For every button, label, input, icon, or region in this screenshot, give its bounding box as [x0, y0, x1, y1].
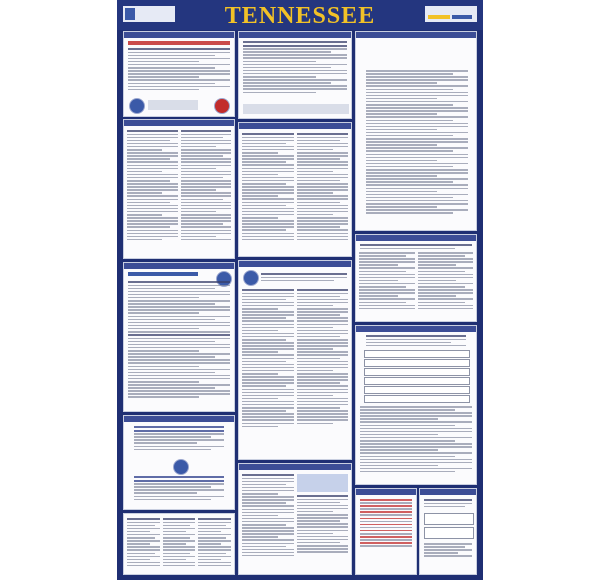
poster-title: TENNESSEE — [224, 3, 376, 29]
wage-regulation-panel — [238, 260, 352, 460]
form-field — [364, 350, 470, 358]
panel-text — [366, 70, 468, 215]
form-field — [364, 377, 470, 385]
panel-heading — [356, 326, 476, 332]
panel-heading — [239, 123, 351, 129]
panel-intro — [360, 244, 472, 251]
panel-heading — [420, 489, 476, 495]
panel-heading — [356, 32, 476, 38]
panel-text-columns — [242, 474, 348, 558]
compliance-bar-blue — [452, 15, 472, 19]
agency-logos-strip — [243, 104, 349, 114]
panel-heading — [124, 416, 234, 422]
panel-text — [360, 406, 472, 474]
panel-text-columns — [127, 518, 231, 568]
panel-heading — [356, 489, 416, 495]
panel-heading — [124, 263, 234, 269]
panel-text — [128, 281, 230, 400]
panel-heading — [124, 32, 234, 38]
form-field — [364, 395, 470, 403]
brand-logo-icon — [125, 8, 135, 20]
panel-intro — [261, 273, 347, 283]
contacts-panel — [123, 513, 235, 575]
payday-notice-panel — [419, 488, 477, 575]
form-field — [364, 368, 470, 376]
polygraph-protection-panel — [238, 463, 352, 575]
form-field — [424, 513, 474, 525]
compliance-bar-yellow — [428, 15, 450, 19]
panel-text — [128, 48, 230, 92]
agency-logo-icon — [214, 98, 230, 114]
equal-employment-opportunity-panel — [238, 122, 352, 257]
family-medical-leave-panel — [123, 119, 235, 259]
military-rights-panel — [238, 31, 352, 119]
form-field — [364, 386, 470, 394]
discrimination-notice-panel — [123, 415, 235, 510]
panel-heading — [239, 261, 351, 267]
panel-text — [243, 41, 347, 95]
panel-text — [134, 426, 224, 452]
form-field — [424, 527, 474, 539]
panel-text — [424, 543, 472, 558]
federal-minimum-wage-panel — [123, 31, 235, 117]
unemployment-insurance-panel — [123, 262, 235, 412]
panel-heading — [239, 464, 351, 470]
labor-law-poster — [117, 0, 483, 580]
notice-banner — [128, 272, 198, 276]
emergency-lines — [360, 499, 412, 549]
red-banner — [128, 41, 230, 45]
emergency-phone-panel — [355, 488, 417, 575]
contact-box — [148, 100, 198, 110]
panel-heading — [356, 235, 476, 241]
state-seal-icon — [173, 459, 189, 475]
panel-text-columns — [242, 133, 348, 242]
department-seal-icon — [129, 98, 145, 114]
poster-header — [117, 0, 483, 30]
panel-text-spanish — [134, 476, 224, 502]
state-seal-icon — [243, 270, 259, 286]
workers-compensation-panel — [355, 325, 477, 485]
panel-text-columns — [359, 252, 473, 311]
panel-heading — [239, 32, 351, 38]
panel-text-columns — [242, 289, 348, 429]
notice-box — [297, 474, 349, 492]
poster-brand-tag — [123, 6, 175, 22]
form-field — [364, 359, 470, 367]
workplace-safety-panel — [355, 31, 477, 231]
panel-text — [424, 499, 472, 509]
compliance-tag — [425, 6, 477, 22]
panel-heading — [124, 120, 234, 126]
panel-text-columns — [127, 130, 231, 242]
panel-intro — [366, 335, 466, 348]
employee-polygraph-panel — [355, 234, 477, 322]
